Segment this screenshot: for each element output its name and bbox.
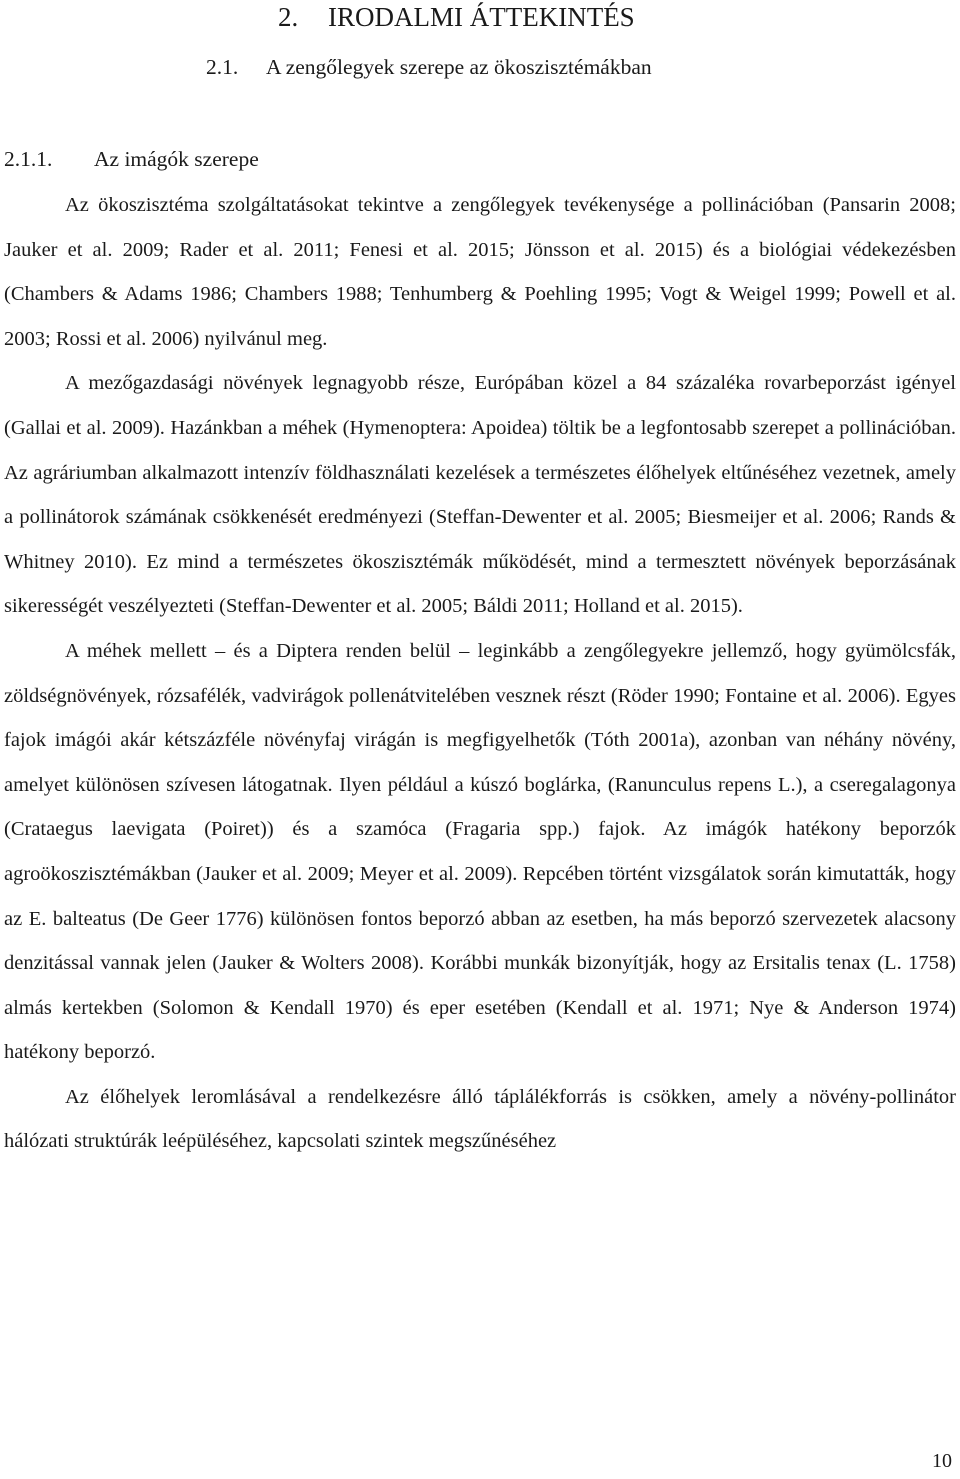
paragraph: A mezőgazdasági növények legnagyobb része, Európában közel a 84 százaléka rovarbeporzást igényel (Gallai et al. 2009). Hazánkban a méhek (Hymenoptera: Apoidea) töltik be a legfontosabb szerepet a pollinációban. Az agráriumban alkalmazott intenzív földhasználati kezelések a természetes élőhelyek eltűnéséhez vezetnek, amely a pollinátorok számának csökkenését eredményezi (Steffan-Dewenter et al. 2005; Biesmeijer et al. 2006; Rands & Whitney 2010). Ez mind a természetes ökoszisztémák működését, mind a termesztett növények beporzásának sikerességét veszélyezteti (Steffan-Dewenter et al. 2005; Báldi 2011; Holland et al. 2015). <box>4 372 956 618</box>
section-title: A zengőlegyek szerepe az ökoszisztémákban <box>266 55 652 79</box>
section-number: 2.1. <box>206 55 239 79</box>
paragraph: A méhek mellett – és a Diptera renden belül – leginkább a zengőlegyekre jellemző, hogy gyümölcsfák, zöldségnövények, rózsafélék, vadvirágok pollenátvitelében vesznek részt (Röder 1990; Fontaine et al. 2006). Egyes fajok imágói akár kétszázféle növényfaj virágán is megfigyelhetők (Tóth 2001a), azonban van néhány növény, amelyet különösen szívesen látogatnak. Ilyen például a kúszó boglárka, (Ranunculus repens L.), a cseregalagonya (Crataegus laevigata (Poiret)) és a szamóca (Fragaria spp.) fajok. Az imágók hatékony beporzók agroökoszisztémákban (Jauker et al. 2009; Meyer et al. 2009). Repcében történt vizsgálatok során kimutatták, hogy az E. balteatus (De Geer 1776) különösen fontos beporzó abban az esetben, ha más beporzó szervezetek alacsony denzitással vannak jelen (Jauker & Wolters 2008). Korábbi munkák bizonyítják, hogy az Ersitalis tenax (L. 1758) almás kertekben (Solomon & Kendall 1970) és eper esetében (Kendall et al. 1971; Nye & Anderson 1974) hatékony beporzó. <box>4 639 956 1064</box>
subsection-heading <box>4 144 259 174</box>
page-number: 10 <box>932 1450 952 1472</box>
chapter-number: 2. <box>278 2 299 32</box>
chapter-title: IRODALMI ÁTTEKINTÉS <box>328 2 635 32</box>
subsection-title: Az imágók szerepe <box>94 147 259 171</box>
subsection-number: 2.1.1. <box>4 147 53 171</box>
paragraph: Az élőhelyek leromlásával a rendelkezésre álló táplálékforrás is csökken, amely a növény-pollinátor hálózati struktúrák leépüléséhez, kapcsolati szintek megszűnéséhez <box>4 1085 956 1153</box>
section-heading <box>206 52 652 82</box>
paragraph: Az ökoszisztéma szolgáltatásokat tekintve a zengőlegyek tevékenysége a pollinációban (Pansarin 2008; Jauker et al. 2009; Rader et al. 2011; Fenesi et al. 2015; Jönsson et al. 2015) és a biológiai védekezésben (Chambers & Adams 1986; Chambers 1988; Tenhumberg & Poehling 1995; Vogt & Weigel 1999; Powell et al. 2003; Rossi et al. 2006) nyilvánul meg. <box>4 194 956 350</box>
chapter-heading <box>278 0 635 34</box>
body-text <box>4 183 956 1164</box>
